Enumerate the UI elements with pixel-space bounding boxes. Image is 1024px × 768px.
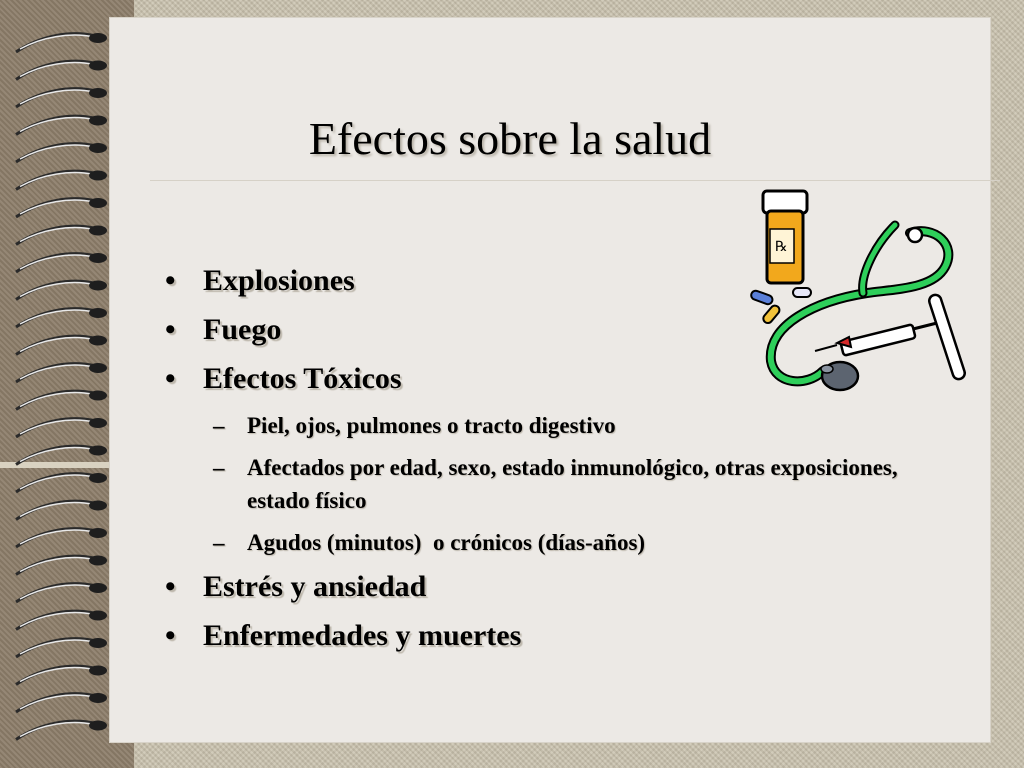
binding-hole — [89, 501, 107, 511]
medical-clipart — [745, 185, 980, 395]
sub-list-container — [155, 409, 915, 559]
binding-hole — [89, 143, 107, 153]
bullet-icon: • — [165, 362, 176, 395]
binding-hole — [89, 61, 107, 71]
binding-hole — [89, 556, 107, 566]
binding-hole — [89, 638, 107, 648]
slide-title: Efectos sobre la salud — [308, 113, 712, 164]
binding-hole — [89, 281, 107, 291]
dash-icon: – — [213, 413, 225, 438]
binding-hole — [89, 198, 107, 208]
sub-list — [155, 409, 915, 559]
binding-hole — [89, 363, 107, 373]
sub-item-afectados — [155, 451, 915, 517]
binding-hole — [89, 171, 107, 181]
binding-hole — [89, 446, 107, 456]
pill-bottle-icon — [763, 191, 807, 283]
dash-icon: – — [213, 530, 225, 555]
binding-hole — [89, 693, 107, 703]
binding-hole — [89, 473, 107, 483]
sub-item-piel — [155, 409, 915, 442]
bottle-label: ℞ — [775, 239, 788, 255]
binding-hole — [89, 308, 107, 318]
binding-hole — [89, 583, 107, 593]
sub-item-text: Afectados por edad, sexo, estado inmunológico, otras exposiciones, estado físico — [247, 455, 898, 513]
binding-hole — [89, 721, 107, 731]
list-item-text: Estrés y ansiedad — [203, 570, 427, 603]
binding-hole — [89, 391, 107, 401]
thermometer-icon — [928, 293, 967, 380]
binding-hole — [89, 528, 107, 538]
sub-item-agudos — [155, 526, 915, 559]
bullet-icon: • — [165, 264, 176, 297]
list-item-estres — [155, 568, 915, 606]
syringe-icon — [815, 313, 943, 356]
sub-item-text: Piel, ojos, pulmones o tracto digestivo — [247, 413, 616, 438]
binding-hole — [89, 336, 107, 346]
list-item-text: Fuego — [203, 313, 282, 346]
list-item-text: Explosiones — [203, 264, 355, 297]
binding-hole — [89, 116, 107, 126]
bullet-icon: • — [165, 619, 176, 652]
binding-hole — [89, 33, 107, 43]
list-item-enfermedades — [155, 617, 915, 655]
binding-hole — [89, 226, 107, 236]
sub-item-text: Agudos (minutos) o crónicos (días-años) — [247, 530, 646, 555]
binding-hole — [89, 418, 107, 428]
spiral-binding-icon — [0, 0, 134, 768]
bullet-icon: • — [165, 570, 176, 603]
list-item-text: Enfermedades y muertes — [203, 619, 522, 652]
title-divider — [150, 180, 1000, 181]
bullet-icon: • — [165, 313, 176, 346]
list-item-text: Efectos Tóxicos — [203, 362, 402, 395]
binding-hole — [89, 666, 107, 676]
binding-hole — [89, 88, 107, 98]
binding-hole — [89, 253, 107, 263]
binding-hole — [89, 611, 107, 621]
dash-icon: – — [213, 455, 225, 480]
